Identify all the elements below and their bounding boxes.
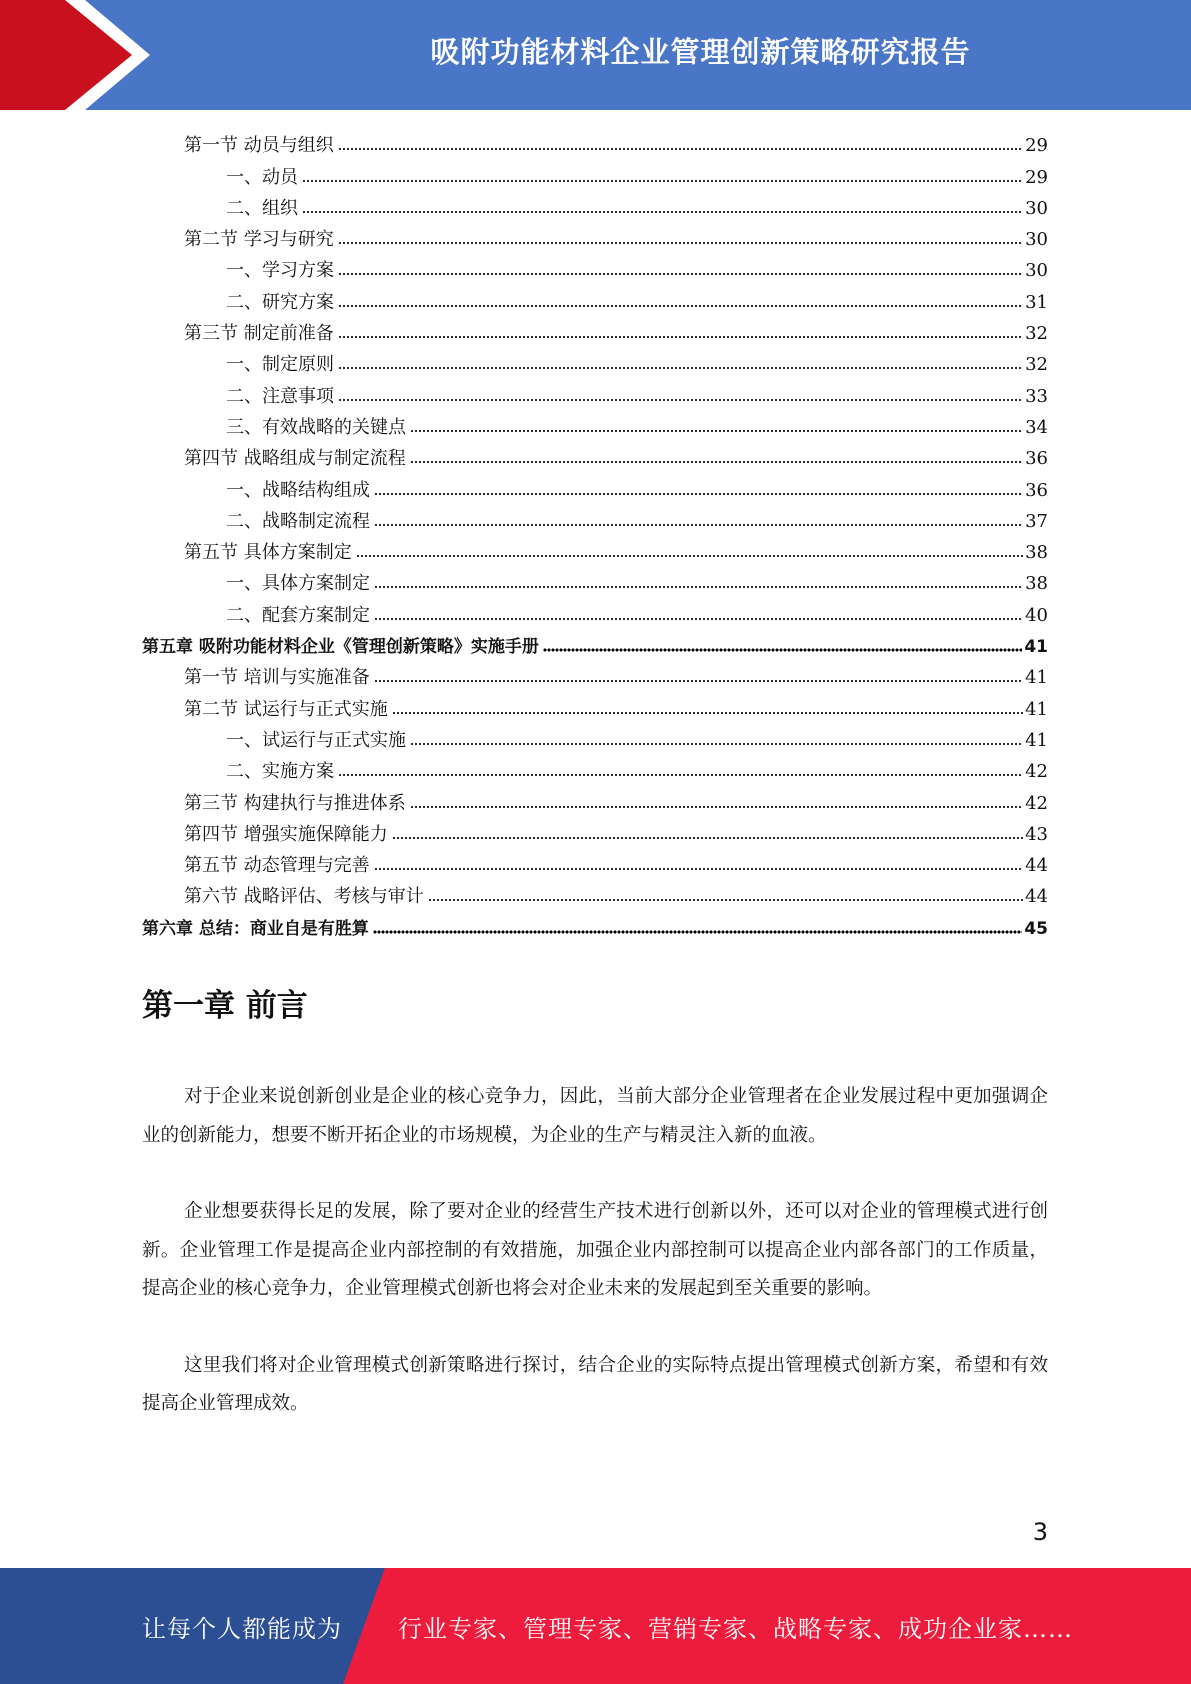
toc-dot-leader	[410, 804, 1023, 810]
toc-entry-label: 第四节 增强实施保障能力	[184, 823, 388, 845]
toc-entry[interactable]	[142, 564, 1048, 595]
toc-entry[interactable]	[142, 815, 1048, 846]
toc-entry-label: 二、研究方案	[226, 291, 334, 313]
chapter-heading: 第一章 前言	[142, 988, 308, 1024]
toc-entry-page: 36	[1025, 448, 1048, 470]
toc-entry[interactable]	[142, 282, 1048, 313]
toc-entry[interactable]	[142, 502, 1048, 533]
toc-entry[interactable]	[142, 783, 1048, 814]
toc-entry-page: 40	[1025, 604, 1048, 626]
toc-dot-leader	[302, 178, 1023, 184]
toc-entry[interactable]	[142, 533, 1048, 564]
toc-entry-page: 38	[1025, 542, 1048, 564]
toc-chapter-entry[interactable]	[142, 908, 1048, 939]
toc-entry-label: 二、注意事项	[226, 385, 334, 407]
toc-dot-leader	[392, 835, 1023, 841]
toc-chapter-entry[interactable]	[142, 627, 1048, 658]
toc-dot-leader	[374, 866, 1023, 872]
page-header	[0, 0, 1191, 110]
toc-dot-leader	[302, 209, 1023, 215]
toc-entry-label: 一、具体方案制定	[226, 573, 370, 595]
toc-dot-leader	[410, 428, 1023, 434]
toc-entry[interactable]	[142, 189, 1048, 220]
toc-entry-label: 第六章 总结：商业自是有胜算	[142, 918, 369, 939]
toc-dot-leader	[338, 772, 1023, 778]
toc-entry-page: 32	[1025, 354, 1048, 376]
toc-entry-label: 第五节 动态管理与完善	[184, 855, 370, 877]
toc-entry-page: 37	[1025, 510, 1048, 532]
toc-dot-leader	[338, 334, 1023, 340]
toc-entry-label: 一、制定原则	[226, 354, 334, 376]
toc-entry[interactable]	[142, 689, 1048, 720]
toc-entry-label: 第六节 战略评估、考核与审计	[184, 886, 424, 908]
toc-entry[interactable]	[142, 439, 1048, 470]
toc-dot-leader	[374, 522, 1023, 528]
toc-entry-label: 第一节 培训与实施准备	[184, 667, 370, 689]
toc-dot-leader	[374, 616, 1023, 622]
toc-entry-label: 二、组织	[226, 197, 298, 219]
toc-dot-leader	[356, 553, 1023, 559]
toc-dot-leader	[374, 584, 1023, 590]
toc-dot-leader	[374, 678, 1023, 684]
toc-entry-page: 38	[1025, 573, 1048, 595]
toc-entry[interactable]	[142, 220, 1048, 251]
toc-entry-page: 42	[1025, 761, 1048, 783]
toc-dot-leader	[338, 303, 1023, 309]
document-title: 吸附功能材料企业管理创新策略研究报告	[430, 34, 971, 69]
toc-dot-leader	[392, 710, 1023, 716]
toc-entry[interactable]	[142, 345, 1048, 376]
toc-entry-page: 29	[1025, 135, 1048, 157]
toc-entry-label: 第三节 制定前准备	[184, 323, 334, 345]
toc-dot-leader	[338, 397, 1023, 403]
toc-dot-leader	[543, 647, 1022, 653]
toc-dot-leader	[410, 741, 1023, 747]
toc-dot-leader	[338, 365, 1023, 371]
toc-entry-label: 一、战略结构组成	[226, 479, 370, 501]
toc-entry[interactable]	[142, 877, 1048, 908]
toc-entry-page: 33	[1025, 385, 1048, 407]
header-arrow-icon	[0, 0, 140, 110]
toc-entry-page: 41	[1025, 729, 1048, 751]
toc-entry[interactable]	[142, 752, 1048, 783]
toc-entry-page: 43	[1025, 823, 1048, 845]
page-footer	[0, 1568, 1191, 1684]
toc-entry-label: 第一节 动员与组织	[184, 135, 334, 157]
toc-entry-page: 30	[1025, 197, 1048, 219]
toc-entry-label: 第五节 具体方案制定	[184, 542, 352, 564]
toc-entry[interactable]	[142, 595, 1048, 626]
toc-entry[interactable]	[142, 376, 1048, 407]
toc-entry-label: 二、配套方案制定	[226, 604, 370, 626]
toc-entry-label: 第四节 战略组成与制定流程	[184, 448, 406, 470]
toc-entry[interactable]	[142, 251, 1048, 282]
toc-dot-leader	[428, 897, 1023, 903]
toc-entry-page: 30	[1025, 260, 1048, 282]
toc-entry-page: 44	[1025, 855, 1048, 877]
toc-entry-page: 45	[1024, 918, 1048, 939]
toc-entry-label: 第三节 构建执行与推进体系	[184, 792, 406, 814]
toc-dot-leader	[338, 240, 1023, 246]
toc-entry-page: 29	[1025, 166, 1048, 188]
toc-entry[interactable]	[142, 126, 1048, 157]
toc-entry-page: 41	[1025, 698, 1048, 720]
toc-entry-label: 三、有效战略的关键点	[226, 416, 406, 438]
table-of-contents	[142, 126, 1048, 940]
toc-entry-page: 44	[1025, 886, 1048, 908]
toc-entry[interactable]	[142, 408, 1048, 439]
toc-entry[interactable]	[142, 314, 1048, 345]
toc-entry-label: 一、动员	[226, 166, 298, 188]
toc-entry-label: 二、战略制定流程	[226, 510, 370, 532]
toc-entry-label: 一、学习方案	[226, 260, 334, 282]
body-text	[142, 1078, 1048, 1424]
toc-entry-page: 32	[1025, 323, 1048, 345]
page-number: 3	[1032, 1518, 1048, 1546]
toc-entry-page: 36	[1025, 479, 1048, 501]
footer-slogan-right: 行业专家、管理专家、营销专家、战略专家、成功企业家……	[398, 1614, 1073, 1643]
toc-entry[interactable]	[142, 658, 1048, 689]
toc-dot-leader	[338, 146, 1023, 152]
toc-entry[interactable]	[142, 721, 1048, 752]
toc-entry-page: 42	[1025, 792, 1048, 814]
toc-entry-label: 二、实施方案	[226, 761, 334, 783]
toc-entry-label: 第二节 学习与研究	[184, 229, 334, 251]
paragraph: 对于企业来说创新创业是企业的核心竞争力，因此，当前大部分企业管理者在企业发展过程中更加强调企业的创新能力，想要不断开拓企业的市场规模，为企业的生产与精灵注入新的血液。	[142, 1086, 1048, 1146]
toc-entry-page: 31	[1025, 291, 1048, 313]
toc-dot-leader	[410, 459, 1023, 465]
toc-entry-page: 34	[1025, 416, 1048, 438]
toc-entry[interactable]	[142, 470, 1048, 501]
toc-dot-leader	[374, 491, 1023, 497]
toc-entry-page: 41	[1025, 667, 1048, 689]
toc-entry-label: 第二节 试运行与正式实施	[184, 698, 388, 720]
footer-slogan-left: 让每个人都能成为	[142, 1614, 342, 1643]
toc-entry-page: 41	[1024, 637, 1048, 658]
toc-entry-label: 第五章 吸附功能材料企业《管理创新策略》实施手册	[142, 637, 539, 658]
toc-dot-leader	[338, 271, 1023, 277]
toc-dot-leader	[373, 929, 1022, 935]
paragraph: 这里我们将对企业管理模式创新策略进行探讨，结合企业的实际特点提出管理模式创新方案，希望和有效提高企业管理成效。	[142, 1354, 1048, 1414]
toc-entry[interactable]	[142, 846, 1048, 877]
toc-entry-page: 30	[1025, 229, 1048, 251]
paragraph: 企业想要获得长足的发展，除了要对企业的经营生产技术进行创新以外，还可以对企业的管理模式进行创新。企业管理工作是提高企业内部控制的有效措施，加强企业内部控制可以提高企业内部各部门的工作质量，提高企业的核心竞争力，企业管理模式创新也将会对企业未来的发展起到至关重要的影响。	[142, 1201, 1048, 1299]
toc-entry-label: 一、试运行与正式实施	[226, 729, 406, 751]
toc-entry[interactable]	[142, 157, 1048, 188]
